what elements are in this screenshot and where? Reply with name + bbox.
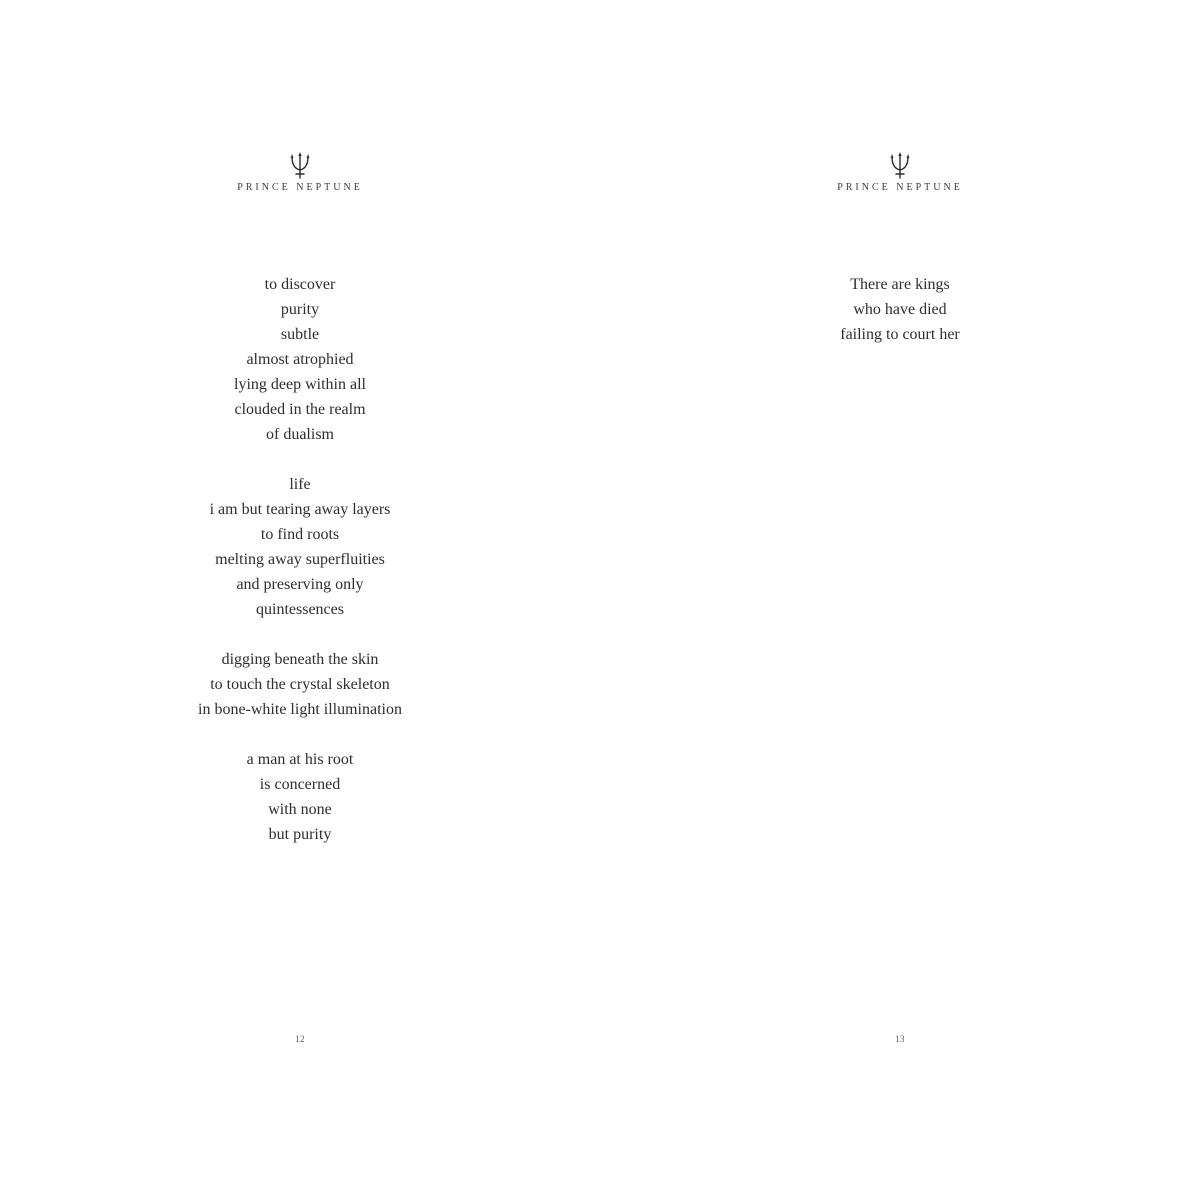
poem-line: failing to court her	[840, 326, 960, 343]
stanza	[0, 472, 600, 622]
poem-line: to discover	[264, 276, 336, 293]
poem-line: quintessences	[256, 601, 344, 618]
trident-icon	[888, 152, 912, 180]
page-number: 12	[295, 1034, 305, 1044]
poem-line: to touch the crystal skeleton	[210, 676, 390, 693]
right-page	[600, 0, 1200, 1200]
stanza	[0, 272, 600, 447]
poem-line: and preserving only	[236, 576, 364, 593]
page-header	[600, 152, 1200, 193]
poem-line: subtle	[280, 326, 320, 343]
poem-line: but purity	[268, 826, 332, 843]
poem-line: a man at his root	[246, 751, 354, 768]
poem-line: in bone-white light illumination	[198, 701, 402, 718]
poem-line: of dualism	[266, 426, 334, 443]
stanza	[0, 747, 600, 847]
page-header	[0, 152, 600, 193]
poem-body	[0, 272, 600, 872]
poem-line: almost atrophied	[246, 351, 354, 368]
poem-line: who have died	[853, 301, 947, 318]
poem-line: i am but tearing away layers	[209, 501, 391, 518]
brand-name: PRINCE NEPTUNE	[237, 182, 363, 193]
brand-name: PRINCE NEPTUNE	[837, 182, 963, 193]
poem-line: melting away superfluities	[215, 551, 385, 568]
stanza	[0, 647, 600, 722]
page-number: 13	[895, 1034, 905, 1044]
poem-line: lying deep within all	[234, 376, 366, 393]
stanza	[600, 272, 1200, 347]
poem-line: to find roots	[260, 526, 340, 543]
poem-line: purity	[280, 301, 320, 318]
poem-line: clouded in the realm	[234, 401, 366, 418]
poem-line: There are kings	[850, 276, 950, 293]
poem-line: is concerned	[259, 776, 341, 793]
poem-line: life	[289, 476, 311, 493]
poem-body	[600, 272, 1200, 372]
trident-icon	[288, 152, 312, 180]
poem-line: digging beneath the skin	[221, 651, 379, 668]
poem-line: with none	[268, 801, 332, 818]
